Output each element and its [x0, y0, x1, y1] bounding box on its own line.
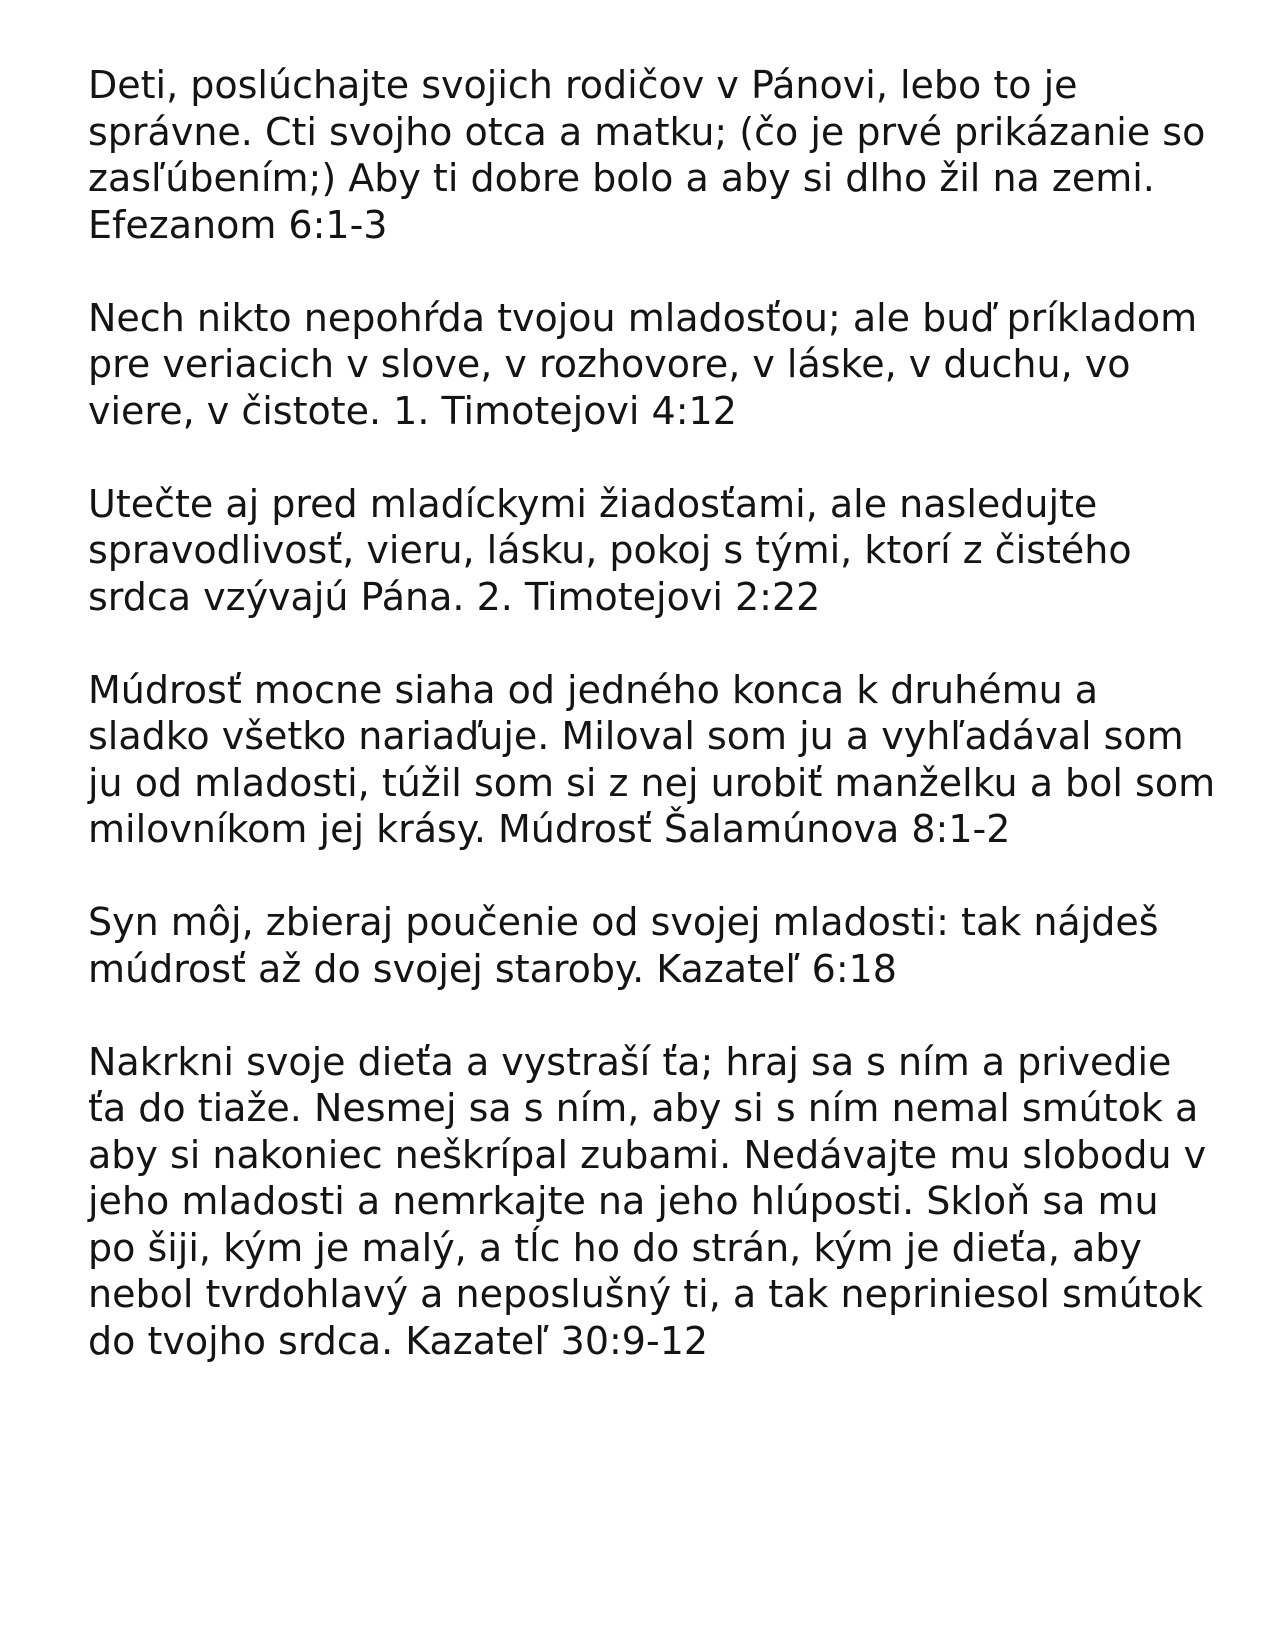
verse-paragraph-ecclesiastes-30: Nakrkni svoje dieťa a vystraší ťa; hraj sa s ním a privedie ťa do tiaže. Nesmej sa s ním, aby si s ním nemal smútok a aby si nakoniec neškrípal zubami. Nedávajte mu slobodu v jeho mladosti a nemrkajte na jeho hlúposti. Skloň sa mu po šiji, kým je malý, a tĺc ho do strán, kým je dieťa, aby nebol tvrdohlavý a neposlušný ti, a tak nepriniesol smútok do tvojho srdca. Kazateľ 30:9-12	[88, 1039, 1207, 1363]
document-page	[88, 62, 1218, 1364]
verse-paragraph-timothy-2: Utečte aj pred mladíckymi žiadosťami, ale nasledujte spravodlivosť, vieru, lásku, pokoj s tými, ktorí z čistého srdca vzývajú Pána. 2. Timotejovi 2:22	[88, 481, 1132, 619]
verse-paragraph-ephesians: Deti, poslúchajte svojich rodičov v Pánovi, lebo to je správne. Cti svojho otca a matku; (čo je prvé prikázanie so zasľúbením;) Aby ti dobre bolo a aby si dlho žil na zemi. Efezanom 6:1-3	[88, 63, 1206, 247]
verse-paragraph-timothy-1: Nech nikto nepohŕda tvojou mladosťou; ale buď príkladom pre veriacich v slove, v rozhovore, v láske, v duchu, vo viere, v čistote. 1. Timotejovi 4:12	[88, 295, 1198, 433]
verse-paragraph-ecclesiastes-6: Syn môj, zbieraj poučenie od svojej mladosti: tak nájdeš múdrosť až do svojej staroby. Kazateľ 6:18	[88, 900, 1159, 991]
verse-paragraph-wisdom: Múdrosť mocne siaha od jedného konca k druhému a sladko všetko nariaďuje. Miloval som ju a vyhľadával som ju od mladosti, túžil som si z nej urobiť manželku a bol som milovníkom jej krásy. Múdrosť Šalamúnova 8:1-2	[88, 667, 1216, 851]
